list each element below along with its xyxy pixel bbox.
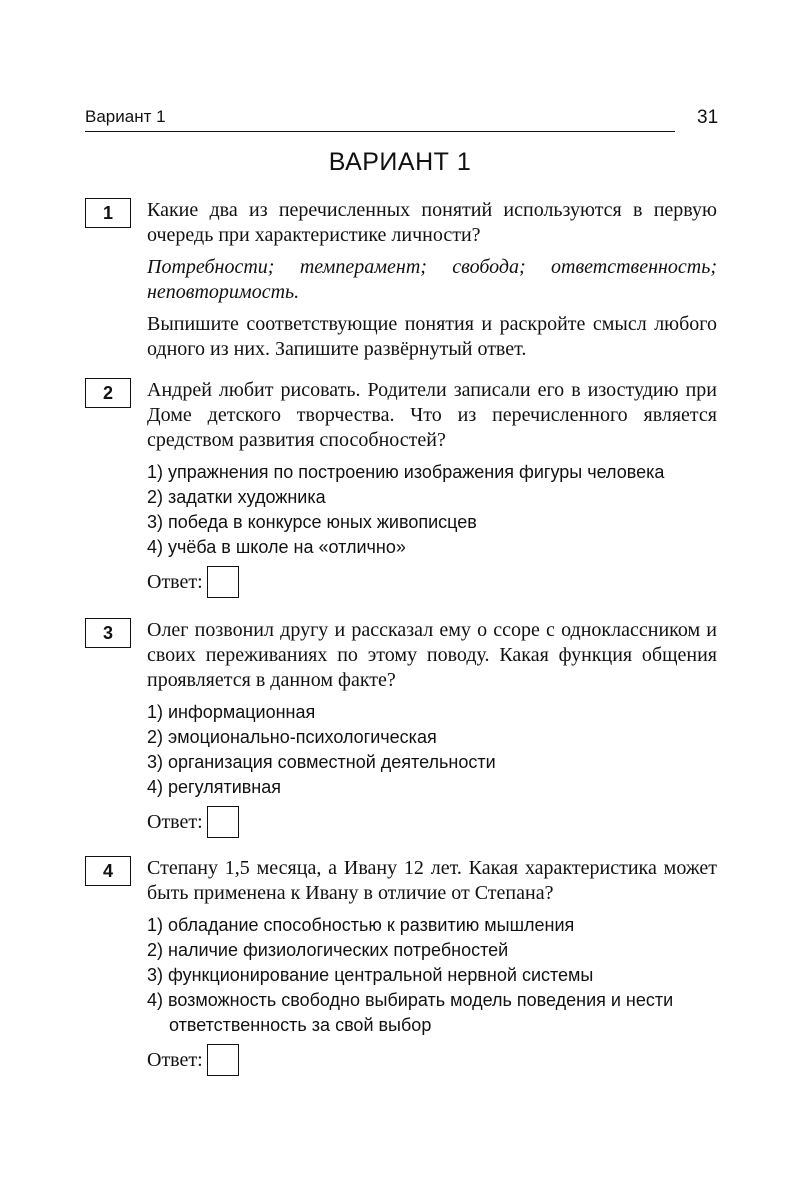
answer-options: [147, 913, 717, 1038]
answer-option: 3) победа в конкурсе юных живописцев: [147, 512, 477, 532]
task-body: [147, 618, 717, 839]
answer-option: 1) упражнения по построению изображения фигуры человека: [147, 462, 665, 482]
answer-row: [147, 565, 717, 599]
answer-row: [147, 805, 717, 839]
task-1: [85, 198, 717, 362]
answer-option: 3) функционирование центральной нервной системы: [147, 965, 594, 985]
task-number-box: 1: [85, 198, 131, 228]
answer-option: 1) обладание способностью к развитию мышления: [147, 915, 575, 935]
task-question: Олег позвонил другу и рассказал ему о ссоре с одноклассником и своих переживаниях по этому поводу. Какая функция общения проявляется в данном факте?: [147, 619, 717, 691]
page-number: 31: [697, 107, 719, 128]
answer-option: 3) организация совместной деятельности: [147, 752, 496, 772]
answer-label: Ответ:: [147, 1048, 203, 1071]
answer-row: [147, 1043, 717, 1077]
task-body: [147, 198, 717, 362]
task-terms: Потребности; темперамент; свобода; ответственность; неповторимость.: [147, 256, 717, 303]
answer-label: Ответ:: [147, 570, 203, 593]
task-2: [85, 378, 717, 599]
task-body: [147, 856, 717, 1077]
answer-box[interactable]: [207, 566, 239, 598]
answer-option: 2) эмоционально-психологическая: [147, 727, 437, 747]
answer-label: Ответ:: [147, 810, 203, 833]
task-question: Степану 1,5 месяца, а Ивану 12 лет. Какая характеристика может быть применена к Ивану в отличие от Степана?: [147, 857, 717, 904]
answer-option: 1) информационная: [147, 702, 316, 722]
task-body: [147, 378, 717, 599]
answer-box[interactable]: [207, 806, 239, 838]
answer-box[interactable]: [207, 1044, 239, 1076]
answer-option: 2) наличие физиологических потребностей: [147, 940, 509, 960]
page-title: ВАРИАНТ 1: [328, 148, 472, 176]
answer-options: [147, 460, 717, 560]
answer-options: [147, 700, 717, 800]
task-number-box: 4: [85, 856, 131, 886]
task-3: [85, 618, 717, 839]
answer-option: 4) учёба в школе на «отлично»: [147, 537, 406, 557]
header-divider: [85, 131, 675, 132]
task-question: Какие два из перечисленных понятий используются в первую очередь при характеристике личности?: [147, 199, 717, 246]
task-number-box: 3: [85, 618, 131, 648]
task-4: [85, 856, 717, 1077]
running-header: Вариант 1: [85, 107, 166, 126]
answer-option: 4) возможность свободно выбирать модель поведения и нести ответственность за свой выбор: [147, 990, 674, 1035]
answer-option: 2) задатки художника: [147, 487, 326, 507]
task-question: Андрей любит рисовать. Родители записали его в изостудию при Доме детского творчества. Что из перечисленного является средством развития способностей?: [147, 379, 717, 451]
task-instruction: Выпишите соответствующие понятия и раскройте смысл любого одного из них. Запишите развёрнутый ответ.: [147, 313, 717, 360]
answer-option: 4) регулятивная: [147, 777, 282, 797]
task-number-box: 2: [85, 378, 131, 408]
